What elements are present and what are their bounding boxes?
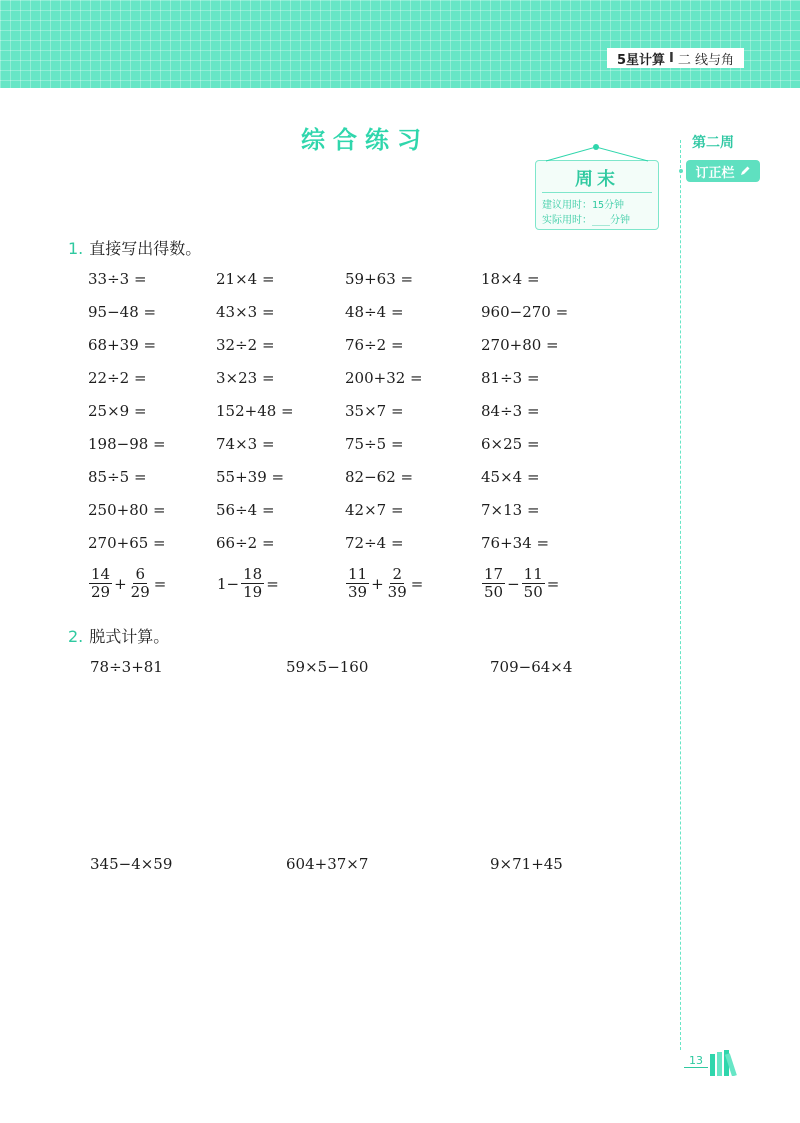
math-item: 74×3 = [216,435,275,453]
fraction [346,566,369,601]
math-item: 45×4 = [481,468,540,486]
label-separator: I [669,50,674,66]
math-item: 25×9 = [88,402,147,420]
numerator: 2 [392,565,402,583]
fraction [129,566,152,601]
denominator: 50 [523,583,543,601]
math-item: 200+32 = [345,369,423,387]
math-item: 198−98 = [88,435,166,453]
math-item: 48÷4 = [345,303,404,321]
math-item: 7×13 = [481,501,540,519]
math-item: 85÷5 = [88,468,147,486]
expression-item: 59×5−160 [286,658,369,676]
math-item: 270+65 = [88,534,166,552]
math-item: 42×7 = [345,501,404,519]
fraction-item [345,566,424,601]
expression-item: 604+37×7 [286,855,369,873]
math-item: 960−270 = [481,303,569,321]
section-1-title: 直接写出得数。 [89,239,202,258]
math-item: 66÷2 = [216,534,275,552]
book-name: 5星计算 [616,52,666,68]
math-item: 76+34 = [481,534,550,552]
equals-sign: = [266,574,279,593]
leading-term: 1− [217,574,240,593]
numerator: 11 [348,565,368,583]
math-item: 22÷2 = [88,369,147,387]
section-2-number: 2. [68,627,84,646]
math-item: 21×4 = [216,270,275,288]
hanging-string-icon [536,147,658,159]
fraction [522,566,545,601]
numerator: 14 [91,565,111,583]
numerator: 11 [523,565,543,583]
math-item: 3×23 = [216,369,275,387]
weekend-divider [542,192,652,193]
denominator: 39 [348,583,368,601]
books-icon [710,1050,740,1076]
math-item: 75÷5 = [345,435,404,453]
expression-item: 709−64×4 [490,658,573,676]
equals-sign: = [410,574,424,593]
operator: − [507,574,520,593]
expression-item: 345−4×59 [90,855,173,873]
weekend-title: 周末 [575,169,619,190]
denominator: 29 [130,583,150,601]
denominator: 50 [484,583,504,601]
header-band [0,0,800,88]
section-2-heading [68,624,169,647]
actual-time: 实际用时：___分钟 [542,215,631,226]
expression-item: 9×71+45 [490,855,563,873]
numerator: 18 [243,565,263,583]
fraction [386,566,409,601]
math-item: 68+39 = [88,336,157,354]
math-item: 55+39 = [216,468,285,486]
sidebar-divider [680,140,681,1050]
pencil-icon [739,165,751,177]
math-item: 35×7 = [345,402,404,420]
math-item: 72÷4 = [345,534,404,552]
fraction [241,566,264,601]
fraction-item [216,566,280,601]
denominator: 19 [243,583,263,601]
correction-tag [686,160,760,182]
suggested-time: 建议用时：15分钟 [542,200,625,211]
equals-sign: = [153,574,167,593]
math-item: 56÷4 = [216,501,275,519]
equals-sign: = [546,574,560,593]
section-1-number: 1. [68,239,84,258]
page-title: 综合练习 [301,126,429,154]
book-label [607,48,744,68]
numerator: 17 [484,565,504,583]
page-number: 13 [684,1054,708,1068]
section-1-heading [68,236,201,259]
fraction-item [88,566,167,601]
operator: + [371,574,384,593]
weekend-card [535,160,659,230]
operator: + [114,574,127,593]
math-item: 152+48 = [216,402,294,420]
math-item: 43×3 = [216,303,275,321]
denominator: 29 [91,583,111,601]
unit-name: 二 线与角 [677,52,734,68]
section-2-title: 脱式计算。 [89,627,170,646]
expression-item: 78÷3+81 [90,658,163,676]
math-item: 6×25 = [481,435,540,453]
fraction [482,566,505,601]
math-item: 18×4 = [481,270,540,288]
denominator: 39 [387,583,407,601]
math-item: 84÷3 = [481,402,540,420]
math-item: 33÷3 = [88,270,147,288]
math-item: 76÷2 = [345,336,404,354]
tag-dot-icon [679,169,683,173]
fraction [89,566,112,601]
correction-label: 订正栏 [695,165,735,181]
week-label: 第二周 [692,135,734,151]
math-item: 95−48 = [88,303,157,321]
math-item: 82−62 = [345,468,414,486]
numerator: 6 [135,565,145,583]
fraction-item [481,566,560,601]
math-item: 59+63 = [345,270,414,288]
math-item: 250+80 = [88,501,166,519]
math-item: 81÷3 = [481,369,540,387]
math-item: 270+80 = [481,336,559,354]
math-item: 32÷2 = [216,336,275,354]
